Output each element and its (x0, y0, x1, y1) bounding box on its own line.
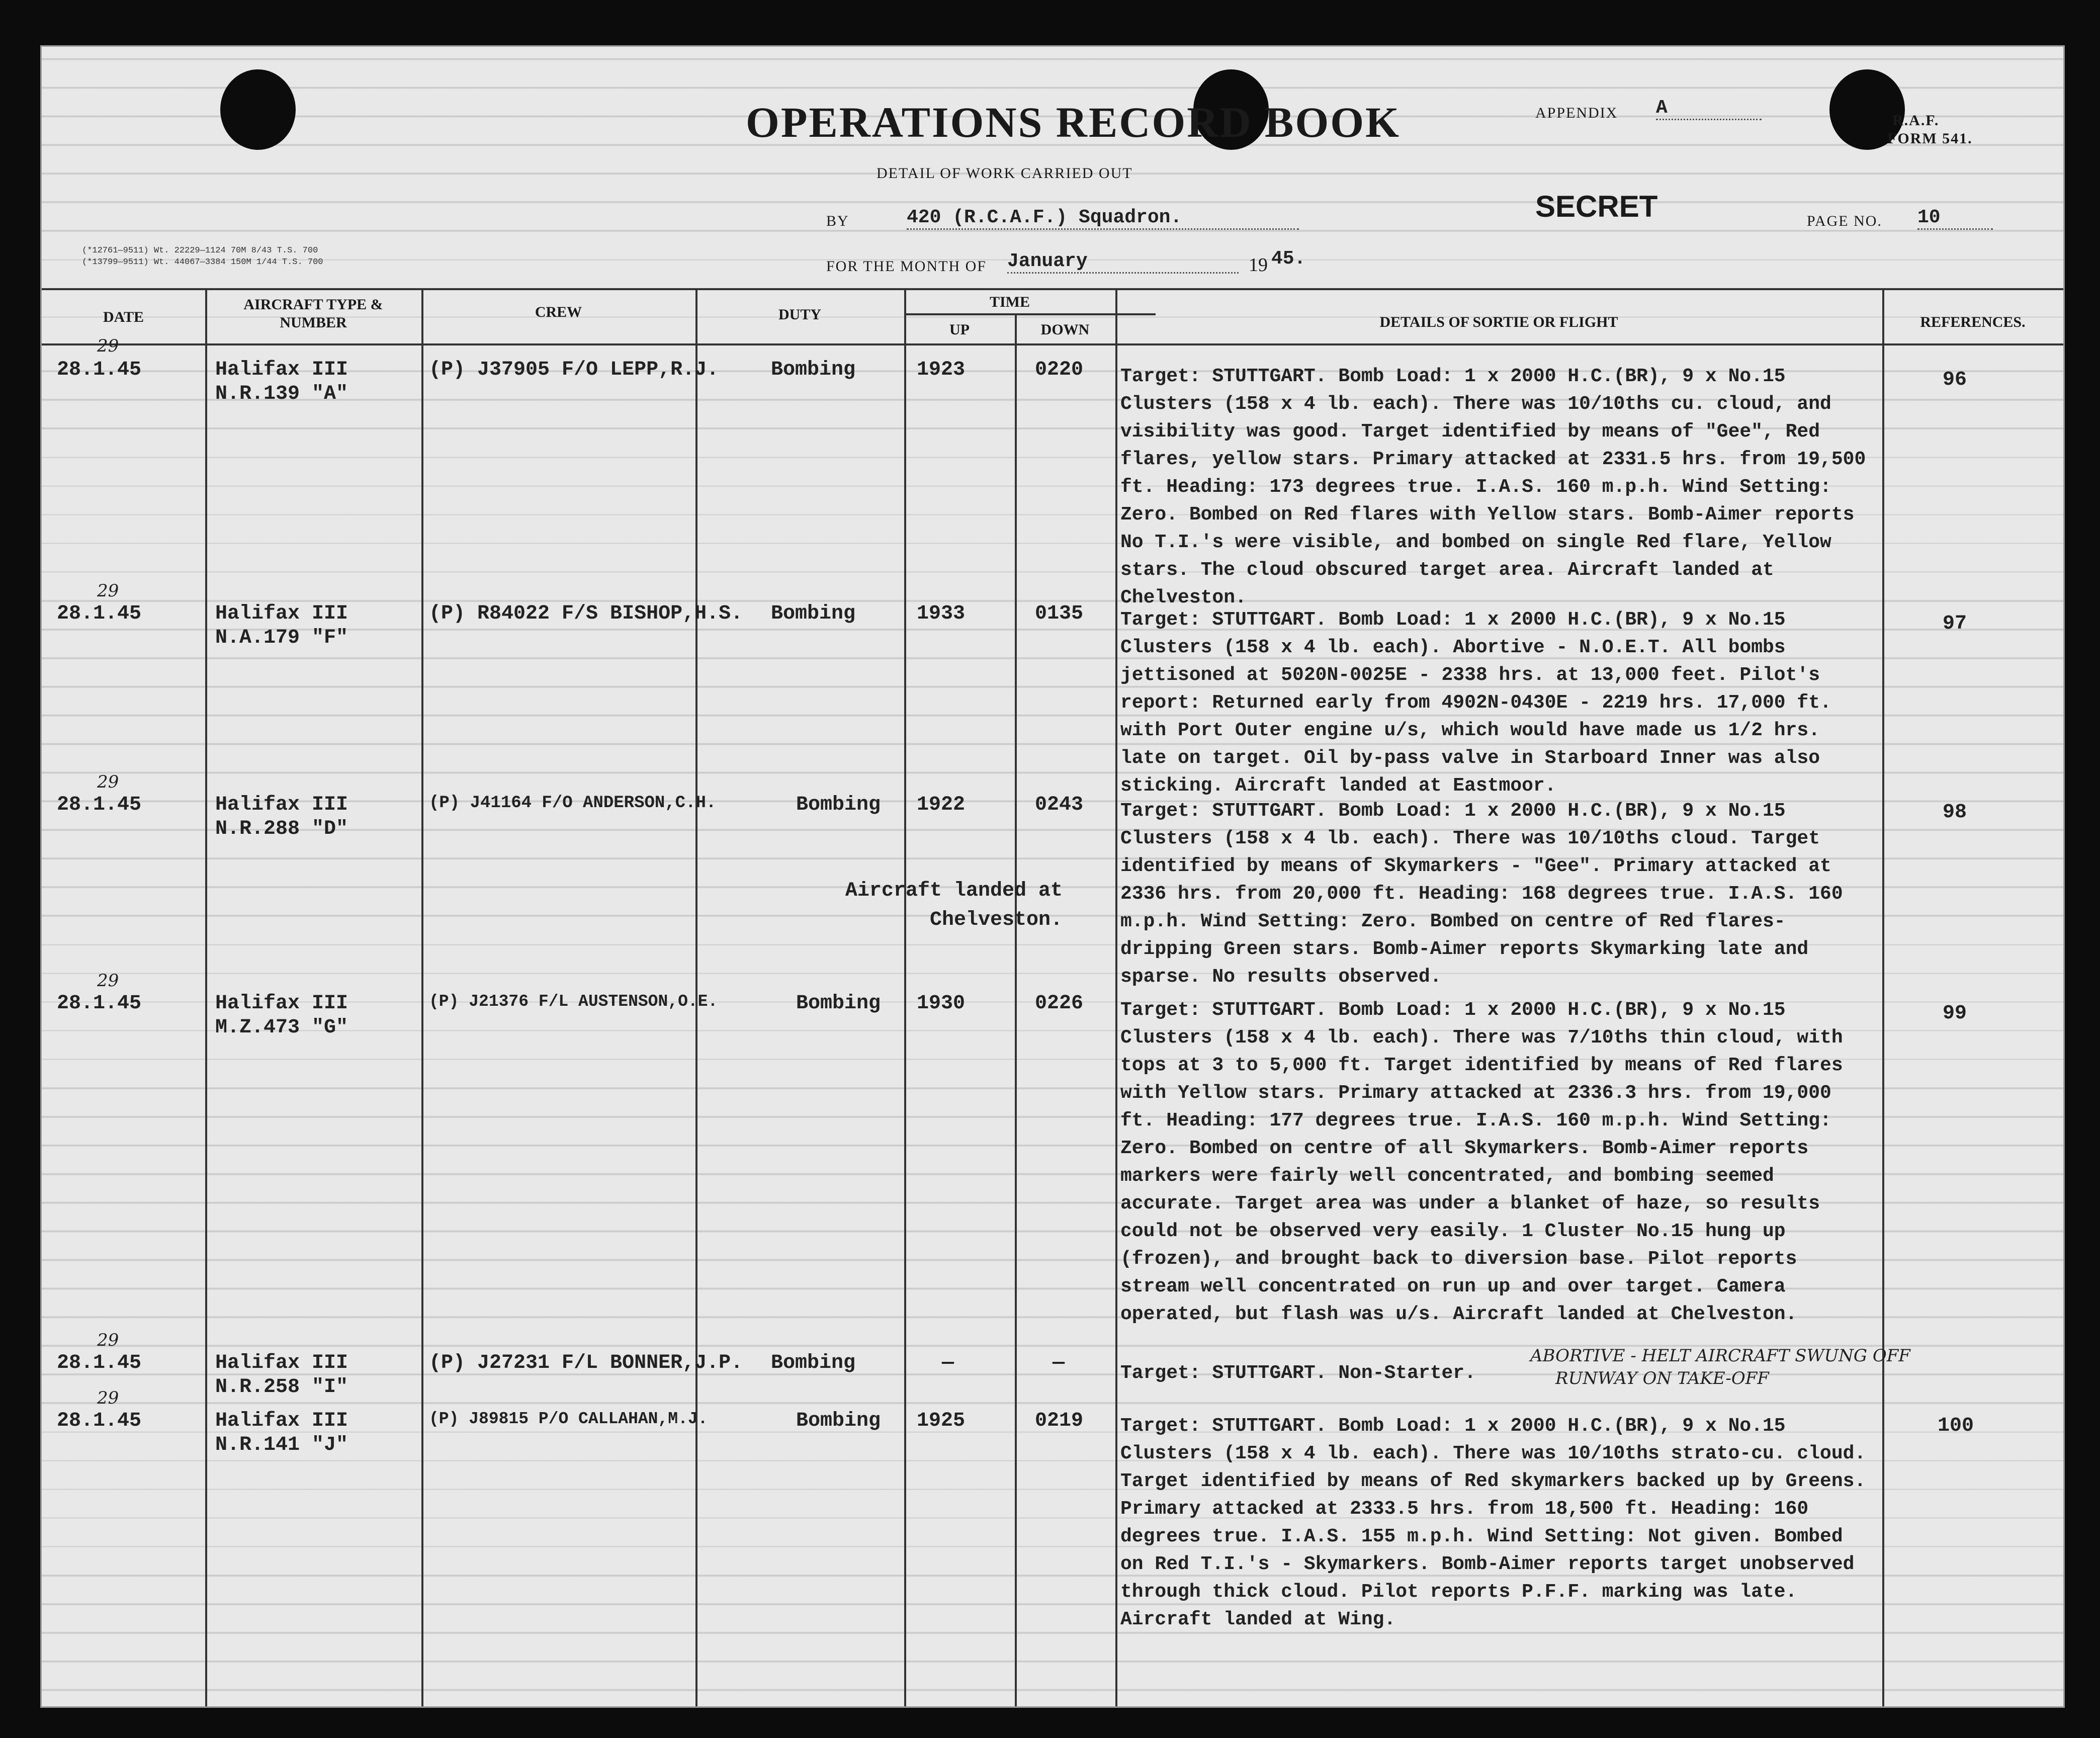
entry-down: 0226 (1035, 992, 1084, 1015)
entry-date: 28.1.45 (57, 1352, 142, 1374)
aircraft-type: Halifax III (215, 1410, 348, 1432)
entry-up: — (942, 1352, 954, 1374)
col-time: TIME (989, 294, 1030, 310)
appendix-label: APPENDIX (1535, 105, 1618, 121)
entry-down: 0135 (1035, 602, 1084, 625)
col-details: DETAILS OF SORTIE OR FLIGHT (1379, 314, 1618, 330)
punch-hole (220, 69, 296, 150)
aircraft-number: M.Z.473 "G" (215, 1016, 348, 1039)
entry-up: 1923 (917, 359, 966, 381)
entry-up: 1922 (917, 794, 966, 816)
column-rule (421, 288, 423, 1706)
aircraft-number: N.A.179 "F" (215, 627, 348, 649)
col-up: UP (949, 321, 970, 338)
aircraft-type: Halifax III (215, 359, 348, 381)
col-aircraft: AIRCRAFT TYPE & NUMBER (243, 296, 383, 331)
date-correction: 29 (97, 336, 119, 356)
entry-details: Target: STUTTGART. Bomb Load: 1 x 2000 H.C.(BR), 9 x No.15 Clusters (158 x 4 lb. each). There was 10/10ths cloud. Target identified by means of Skymarkers - "Gee". Primary attacked at 2336 hrs. from 20,000 ft. Heading: 168 degrees true. I.A.S. 160 m.p.h. Wind Setting: Zero. Bombed on centre of Red flares-dripping Green stars. Bomb-Aimer reports Skymarking late and sparse. No results observed. (1120, 800, 1843, 988)
month-value: January (1007, 250, 1239, 274)
entry-details: Target: STUTTGART. Bomb Load: 1 x 2000 H.C.(BR), 9 x No.15 Clusters (158 x 4 lb. each). There was 10/10ths strato-cu. cloud. Target identified by means of Red skymarkers backed up by Greens. Primary attacked at 2333.5 hrs. from 18,500 ft. Heading: 160 degrees true. I.A.S. 155 m.p.h. Wind Setting: Not given. Bombed on Red T.I.'s - Skymarkers. Bomb-Aimer reports target unobserved through thick cloud. Pilot reports P.F.F. marking was late. Aircraft landed at Wing. (1120, 1415, 1866, 1630)
entry-duty: Bombing (771, 359, 856, 381)
aircraft-number: N.R.288 "D" (215, 818, 348, 840)
date-correction: 29 (97, 1388, 119, 1408)
col-duty: DUTY (778, 306, 821, 323)
column-rule (1015, 313, 1017, 1706)
squadron-name: 420 (R.C.A.F.) Squadron. (907, 207, 1299, 230)
entry-up: 1925 (917, 1410, 966, 1432)
col-crew: CREW (535, 304, 582, 320)
aircraft-type: Halifax III (215, 1352, 348, 1374)
aircraft-number: N.R.258 "I" (215, 1376, 348, 1399)
entry-crew: (P) J37905 F/O LEPP,R.J. (429, 359, 719, 381)
col-date: DATE (103, 309, 144, 325)
date-correction: 29 (97, 971, 119, 991)
entry-date: 28.1.45 (57, 794, 142, 816)
entry-details: Target: STUTTGART. Bomb Load: 1 x 2000 H.C.(BR), 9 x No.15 Clusters (158 x 4 lb. each). Abortive - N.O.E.T. All bombs jettisoned at 5020N-0025E - 2338 hrs. at 13,000 feet. Pilot's report: Returned early from 4902N-0430E - 2219 hrs. 17,000 ft. with Port Outer engine u/s, which would have made us 1/2 hrs. late on target. Oil by-pass valve in Starboard Inner was also sticking. Aircraft landed at Eastmoor. (1120, 609, 1831, 797)
entry-reference: 99 (1943, 1002, 1967, 1025)
entry-crew: (P) J41164 F/O ANDERSON,C.H. (429, 794, 717, 813)
header-bottom-rule (42, 343, 2063, 345)
record-sheet (40, 45, 2065, 1708)
subtitle: DETAIL OF WORK CARRIED OUT (877, 165, 1133, 182)
entry-duty: Bombing (796, 794, 881, 816)
aircraft-number: N.R.139 "A" (215, 383, 348, 405)
date-correction: 29 (97, 772, 119, 792)
handwritten-note: RUNWAY ON TAKE-OFF (1555, 1368, 1769, 1388)
entry-details: Target: STUTTGART. Bomb Load: 1 x 2000 H.C.(BR), 9 x No.15 Clusters (158 x 4 lb. each). There was 10/10ths cu. cloud, and visibility was good. Target identified by means of "Gee", Red flares, yellow stars. Primary attacked at 2331.5 hrs. from 19,500 ft. Heading: 173 degrees true. I.A.S. 160 m.p.h. Wind Setting: Zero. Bombed on Red flares with Yellow stars. Bomb-Aimer reports No T.I.'s were visible, and bombed on single Red flare, Yellow stars. The cloud obscured target area. Aircraft landed at Chelveston. (1120, 366, 1866, 609)
aircraft-type: Halifax III (215, 794, 348, 816)
form-line-2: FORM 541. (1887, 130, 1973, 147)
entry-duty: Bombing (796, 992, 881, 1015)
by-label: BY (826, 213, 849, 229)
page-title: OPERATIONS RECORD BOOK (746, 98, 1401, 146)
entry-crew: (P) J89815 P/O CALLAHAN,M.J. (429, 1410, 708, 1428)
entry-crew: (P) J21376 F/L AUSTENSON,O.E. (429, 992, 718, 1011)
print-code-1: (*12761—9511) Wt. 22229—1124 70M 8/43 T.S. 700 (82, 246, 318, 255)
entry-duty: Bombing (771, 1352, 856, 1374)
entry-details: Target: STUTTGART. Bomb Load: 1 x 2000 H.C.(BR), 9 x No.15 Clusters (158 x 4 lb. each). There was 7/10ths thin cloud, with tops at 3 to 5,000 ft. Target identified by means of Red flares with Yellow stars. Primary attacked at 2336.3 hrs. from 19,000 ft. Heading: 177 degrees true. I.A.S. 160 m.p.h. Wind Setting: Zero. Bombed on centre of all Skymarkers. Bomb-Aimer reports markers were fairly well concentrated, and bombing seemed accurate. Target area was under a blanket of haze, so results could not be observed very easily. 1 Cluster No.15 hung up (frozen), and brought back to diversion base. Pilot reports stream well concentrated on run up and over target. Camera operated, but flash was u/s. Aircraft landed at Chelveston. (1120, 999, 1843, 1325)
entry-duty: Bombing (771, 602, 856, 625)
entry-down: 0219 (1035, 1410, 1084, 1432)
entry-reference: 100 (1938, 1415, 1974, 1437)
entry-down: — (1053, 1352, 1065, 1374)
column-rule (205, 288, 207, 1706)
entry-details: Target: STUTTGART. Non-Starter. (1120, 1362, 1476, 1384)
date-correction: 29 (97, 1330, 119, 1350)
entry-crew: (P) J27231 F/L BONNER,J.P. (429, 1352, 743, 1374)
entry-up: 1933 (917, 602, 966, 625)
col-references: REFERENCES. (1920, 314, 2026, 330)
year-suffix: 45. (1271, 248, 1306, 270)
print-code-2: (*13799—9511) Wt. 44067—3384 150M 1/44 T.S. 700 (82, 257, 323, 267)
entry-crew: (P) R84022 F/S BISHOP,H.S. (429, 602, 743, 625)
column-rule (1882, 288, 1884, 1706)
aircraft-type: Halifax III (215, 992, 348, 1015)
entry-date: 28.1.45 (57, 1410, 142, 1432)
column-rule (904, 288, 906, 1706)
page-number: 10 (1917, 207, 1993, 230)
entry-date: 28.1.45 (57, 359, 142, 381)
col-down: DOWN (1040, 321, 1090, 338)
handwritten-note: ABORTIVE - HELT AIRCRAFT SWUNG OFF (1530, 1346, 1910, 1366)
duty-note: Aircraft landed at Chelveston. (845, 880, 1063, 931)
form-line-1: R.A.F. (1892, 112, 1940, 129)
entry-down: 0243 (1035, 794, 1084, 816)
entry-reference: 98 (1943, 801, 1967, 824)
secret-stamp: SECRET (1535, 190, 1658, 223)
table-top-rule (42, 288, 2063, 290)
column-rule (1115, 288, 1117, 1706)
entry-up: 1930 (917, 992, 966, 1015)
entry-duty: Bombing (796, 1410, 881, 1432)
entry-down: 0220 (1035, 359, 1084, 381)
entry-date: 28.1.45 (57, 602, 142, 625)
page-label: PAGE NO. (1807, 213, 1882, 229)
aircraft-number: N.R.141 "J" (215, 1434, 348, 1456)
date-correction: 29 (97, 581, 119, 601)
appendix-value: A (1656, 97, 1762, 120)
entry-reference: 97 (1943, 613, 1967, 635)
entry-date: 28.1.45 (57, 992, 142, 1015)
aircraft-type: Halifax III (215, 602, 348, 625)
year-prefix: 19 (1249, 254, 1268, 276)
month-label: FOR THE MONTH OF (826, 258, 987, 275)
entry-reference: 96 (1943, 369, 1967, 391)
